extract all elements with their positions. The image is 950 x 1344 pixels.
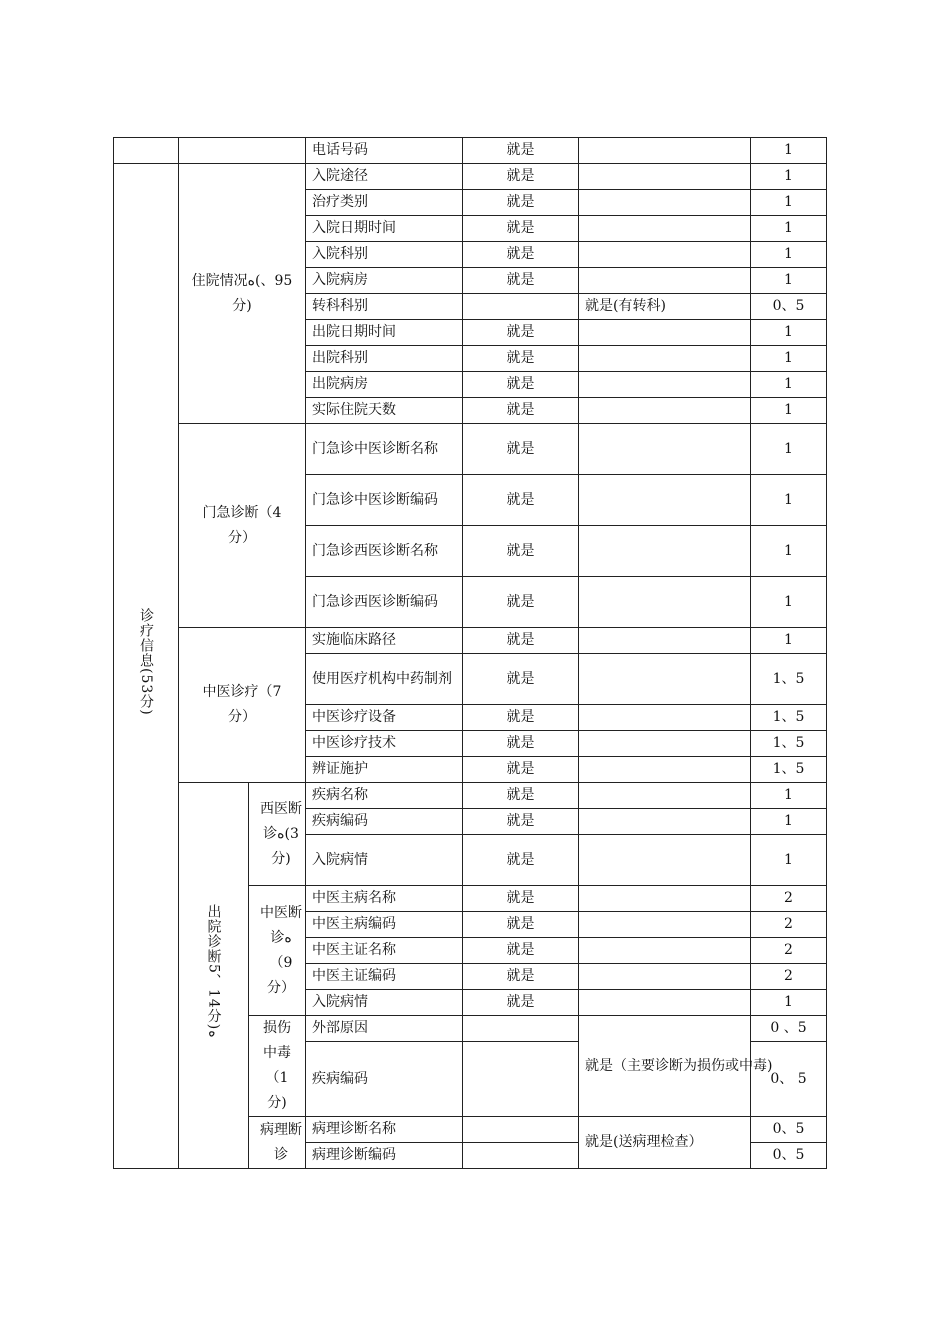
item-name: 出院日期时间 — [306, 320, 463, 346]
required-value: 就是 — [463, 242, 579, 268]
required-value: 就是 — [463, 783, 579, 809]
score-value: 0 、5 — [751, 1016, 827, 1042]
score-value: 1、5 — [751, 731, 827, 757]
conditional-value — [579, 835, 751, 886]
conditional-value — [579, 757, 751, 783]
item-name: 门急诊西医诊断名称 — [306, 526, 463, 577]
score-value: 1 — [751, 372, 827, 398]
score-value: 1 — [751, 526, 827, 577]
required-value: 就是 — [463, 424, 579, 475]
score-value: 2 — [751, 964, 827, 990]
subsection-pathology-text: 病理断诊 — [260, 1121, 302, 1163]
required-value: 就是 — [463, 835, 579, 886]
conditional-value — [579, 654, 751, 705]
item-name: 门急诊中医诊断名称 — [306, 424, 463, 475]
conditional-value — [579, 912, 751, 938]
conditional-value — [579, 990, 751, 1016]
conditional-value: 就是(有转科) — [579, 294, 751, 320]
item-name: 中医主病名称 — [306, 886, 463, 912]
required-value: 就是 — [463, 577, 579, 628]
table-row — [114, 164, 827, 190]
conditional-value — [579, 577, 751, 628]
required-value: 就是 — [463, 809, 579, 835]
score-value: 1、5 — [751, 654, 827, 705]
conditional-value — [579, 886, 751, 912]
item-name: 入院日期时间 — [306, 216, 463, 242]
required-value — [463, 1143, 579, 1169]
conditional-value — [579, 964, 751, 990]
subsection-injury — [249, 1016, 306, 1117]
section-inpatient — [179, 164, 306, 424]
required-value: 就是 — [463, 320, 579, 346]
required-value: 就是 — [463, 757, 579, 783]
required-value: 就是 — [463, 346, 579, 372]
required-value: 就是 — [463, 268, 579, 294]
required-value: 就是 — [463, 138, 579, 164]
score-value: 0、5 — [751, 294, 827, 320]
conditional-value — [579, 628, 751, 654]
conditional-value — [579, 216, 751, 242]
item-name: 实际住院天数 — [306, 398, 463, 424]
score-value: 1、5 — [751, 757, 827, 783]
item-name: 实施临床路径 — [306, 628, 463, 654]
item-name: 治疗类别 — [306, 190, 463, 216]
item-name: 疾病编码 — [306, 809, 463, 835]
score-value: 1 — [751, 320, 827, 346]
score-value: 1、5 — [751, 705, 827, 731]
required-value — [463, 1042, 579, 1117]
conditional-value — [579, 242, 751, 268]
item-name: 入院科别 — [306, 242, 463, 268]
required-value — [463, 1016, 579, 1042]
conditional-value — [579, 268, 751, 294]
item-name: 出院病房 — [306, 372, 463, 398]
item-name: 出院科别 — [306, 346, 463, 372]
score-value: 1 — [751, 398, 827, 424]
score-value: 1 — [751, 424, 827, 475]
score-value: 1 — [751, 475, 827, 526]
item-name: 辨证施护 — [306, 757, 463, 783]
table-row — [114, 628, 827, 654]
conditional-value — [579, 783, 751, 809]
required-value: 就是 — [463, 938, 579, 964]
score-value: 1 — [751, 190, 827, 216]
item-name: 门急诊西医诊断编码 — [306, 577, 463, 628]
required-value: 就是 — [463, 398, 579, 424]
section-outpatient-diagnosis-text: 门急诊断（4分） — [202, 504, 282, 546]
required-value: 就是 — [463, 372, 579, 398]
score-value: 1 — [751, 346, 827, 372]
required-value — [463, 1117, 579, 1143]
required-value: 就是 — [463, 990, 579, 1016]
item-name: 转科科别 — [306, 294, 463, 320]
required-value: 就是 — [463, 964, 579, 990]
category-label-text: 诊疗信息(53分) — [138, 607, 154, 716]
required-value: 就是 — [463, 190, 579, 216]
section-outpatient-diagnosis — [179, 424, 306, 628]
subsection-injury-text: 损伤中毒（1分) — [263, 1020, 291, 1111]
score-value: 0、 5 — [751, 1042, 827, 1117]
score-value: 1 — [751, 138, 827, 164]
score-value: 1 — [751, 990, 827, 1016]
conditional-value — [579, 372, 751, 398]
item-name: 入院病情 — [306, 835, 463, 886]
score-value: 2 — [751, 886, 827, 912]
required-value: 就是 — [463, 475, 579, 526]
section-discharge-diagnosis — [179, 783, 249, 1169]
subsection-western-diagnosis — [249, 783, 306, 886]
section-tcm — [179, 628, 306, 783]
item-name: 病理诊断编码 — [306, 1143, 463, 1169]
required-value: 就是 — [463, 731, 579, 757]
score-value: 2 — [751, 938, 827, 964]
table-row — [114, 138, 827, 164]
required-value: 就是 — [463, 705, 579, 731]
conditional-value — [579, 398, 751, 424]
required-value: 就是 — [463, 912, 579, 938]
conditional-injury: 就是（主要诊断为损伤或中毒) — [579, 1016, 751, 1117]
score-value: 2 — [751, 912, 827, 938]
required-value: 就是 — [463, 886, 579, 912]
conditional-value — [579, 809, 751, 835]
score-value: 1 — [751, 628, 827, 654]
item-name: 入院途径 — [306, 164, 463, 190]
required-value — [463, 294, 579, 320]
section-discharge-diagnosis-text: 出院诊断5、14分)ﻩ — [205, 904, 222, 1038]
table-row — [114, 424, 827, 475]
score-value: 0、5 — [751, 1117, 827, 1143]
conditional-value — [579, 526, 751, 577]
section-inpatient-text: 住院情况ﻩ(、95分) — [191, 272, 293, 314]
item-name: 疾病编码 — [306, 1042, 463, 1117]
score-value: 1 — [751, 242, 827, 268]
score-value: 1 — [751, 216, 827, 242]
item-name: 中医主证名称 — [306, 938, 463, 964]
conditional-value — [579, 475, 751, 526]
conditional-value — [579, 164, 751, 190]
item-name: 入院病房 — [306, 268, 463, 294]
category-label — [114, 164, 179, 1169]
subsection-chinese-diagnosis-text: 中医断诊ﻩ（9分） — [260, 904, 302, 996]
conditional-value — [579, 190, 751, 216]
item-name: 使用医疗机构中药制剂 — [306, 654, 463, 705]
required-value: 就是 — [463, 526, 579, 577]
subsection-western-diagnosis-text: 西医断诊ﻩ(3分) — [260, 800, 302, 867]
conditional-value — [579, 138, 751, 164]
score-value: 1 — [751, 164, 827, 190]
section-empty — [179, 138, 306, 164]
scoring-table — [113, 137, 827, 1169]
score-value: 1 — [751, 783, 827, 809]
item-name: 中医诊疗技术 — [306, 731, 463, 757]
item-name: 电话号码 — [306, 138, 463, 164]
score-value: 1 — [751, 835, 827, 886]
required-value: 就是 — [463, 164, 579, 190]
item-name: 门急诊中医诊断编码 — [306, 475, 463, 526]
item-name: 外部原因 — [306, 1016, 463, 1042]
item-name: 中医诊疗设备 — [306, 705, 463, 731]
item-name: 疾病名称 — [306, 783, 463, 809]
conditional-value — [579, 320, 751, 346]
conditional-value — [579, 346, 751, 372]
score-value: 1 — [751, 809, 827, 835]
table-row — [114, 783, 827, 809]
conditional-value — [579, 705, 751, 731]
required-value: 就是 — [463, 216, 579, 242]
category-empty — [114, 138, 179, 164]
conditional-value — [579, 424, 751, 475]
subsection-pathology — [249, 1117, 306, 1169]
item-name: 病理诊断名称 — [306, 1117, 463, 1143]
item-name: 中医主证编码 — [306, 964, 463, 990]
required-value: 就是 — [463, 654, 579, 705]
item-name: 中医主病编码 — [306, 912, 463, 938]
score-value: 1 — [751, 577, 827, 628]
required-value: 就是 — [463, 628, 579, 654]
subsection-chinese-diagnosis — [249, 886, 306, 1016]
section-tcm-text: 中医诊疗（7分） — [202, 684, 282, 725]
score-value: 0、5 — [751, 1143, 827, 1169]
conditional-value — [579, 938, 751, 964]
score-value: 1 — [751, 268, 827, 294]
conditional-value — [579, 731, 751, 757]
item-name: 入院病情 — [306, 990, 463, 1016]
conditional-pathology: 就是(送病理检查） — [579, 1117, 751, 1169]
